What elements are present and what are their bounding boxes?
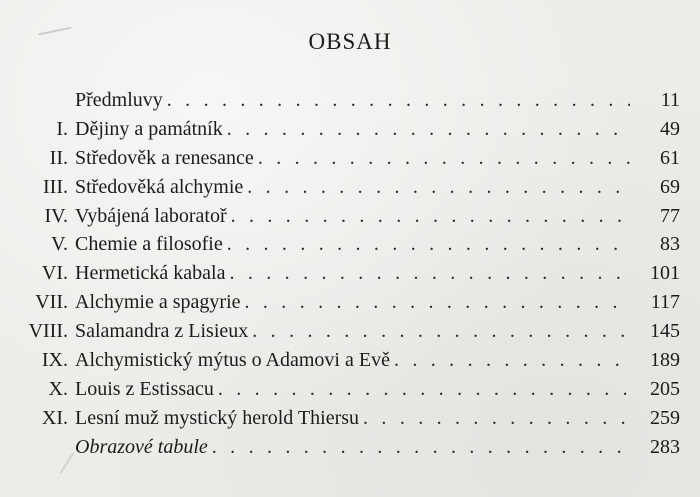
dot-leader [258,144,630,173]
toc-page-number: 69 [660,175,680,198]
dot-leader [394,346,630,375]
toc-entry [75,288,680,317]
toc-row [0,288,700,317]
dot-leader [227,115,630,144]
toc-title: Obrazové tabule [75,435,208,458]
toc-entry [75,144,680,173]
dot-leader [247,173,630,202]
dot-leader [229,259,630,288]
toc-page-number: 77 [660,204,680,227]
toc-entry [75,375,680,404]
toc-page-number: 259 [650,406,680,429]
toc-title: Předmluvy [75,89,163,111]
toc-entry [75,230,680,259]
toc-row [0,404,700,433]
toc-numeral: VI. [41,262,68,285]
toc-title: Alchymie a spagyrie [75,291,241,314]
toc-entry [75,202,680,231]
dot-leader [167,86,630,115]
toc-page-number: 11 [660,89,680,111]
toc-page-number: 189 [650,349,680,372]
toc-entry [75,346,680,375]
dot-leader [245,288,631,317]
table-of-contents [0,86,700,462]
toc-title: Salamandra z Lisieux [75,320,249,343]
toc-title: Hermetická kabala [75,262,226,285]
toc-entry [75,173,680,202]
page-title-text: OBSAH [308,29,392,54]
dot-leader [227,230,630,259]
toc-title: Chemie a filosofie [75,233,223,256]
toc-numeral: XI. [41,406,68,429]
toc-title: Středověká alchymie [75,175,244,198]
dot-leader [218,375,630,404]
toc-numeral: X. [48,377,68,400]
toc-numeral: V. [51,233,68,256]
page-title [0,29,700,55]
toc-row [0,86,700,115]
toc-numeral: IV. [44,204,68,227]
dot-leader [212,433,630,462]
toc-numeral: IX. [41,349,68,372]
toc-row [0,317,700,346]
toc-numeral: II. [49,146,68,169]
toc-title: Středověk a renesance [75,146,254,169]
toc-entry [75,86,680,115]
toc-entry [75,433,680,462]
toc-page-number: 101 [650,262,680,285]
toc-row [0,173,700,202]
toc-row [0,230,700,259]
toc-entry [75,115,680,144]
toc-row [0,433,700,462]
toc-numeral: I. [56,117,68,140]
toc-entry [75,259,680,288]
toc-entry [75,404,680,433]
toc-row [0,144,700,173]
toc-title: Vybájená laboratoř [75,204,227,227]
toc-page-number: 205 [650,377,680,400]
toc-page-number: 145 [650,320,680,343]
dot-leader [252,317,630,346]
toc-page-number: 117 [650,291,680,314]
toc-title: Lesní muž mystický herold Thiersu [75,406,360,429]
toc-page-number: 283 [650,435,680,458]
dot-leader [363,404,630,433]
toc-page-number: 61 [660,146,680,169]
toc-row [0,375,700,404]
toc-page-number: 83 [660,233,680,256]
toc-entry [75,317,680,346]
toc-numeral: VIII. [28,320,68,343]
toc-row [0,202,700,231]
toc-row [0,115,700,144]
toc-numeral: III. [43,175,68,198]
toc-title: Dějiny a památník [75,117,223,140]
toc-row [0,259,700,288]
toc-row [0,346,700,375]
toc-title: Alchymistický mýtus o Adamovi a Evě [75,349,390,372]
toc-title: Louis z Estissacu [75,377,214,400]
dot-leader [231,202,630,231]
toc-numeral: VII. [35,291,68,314]
toc-page-number: 49 [660,117,680,140]
